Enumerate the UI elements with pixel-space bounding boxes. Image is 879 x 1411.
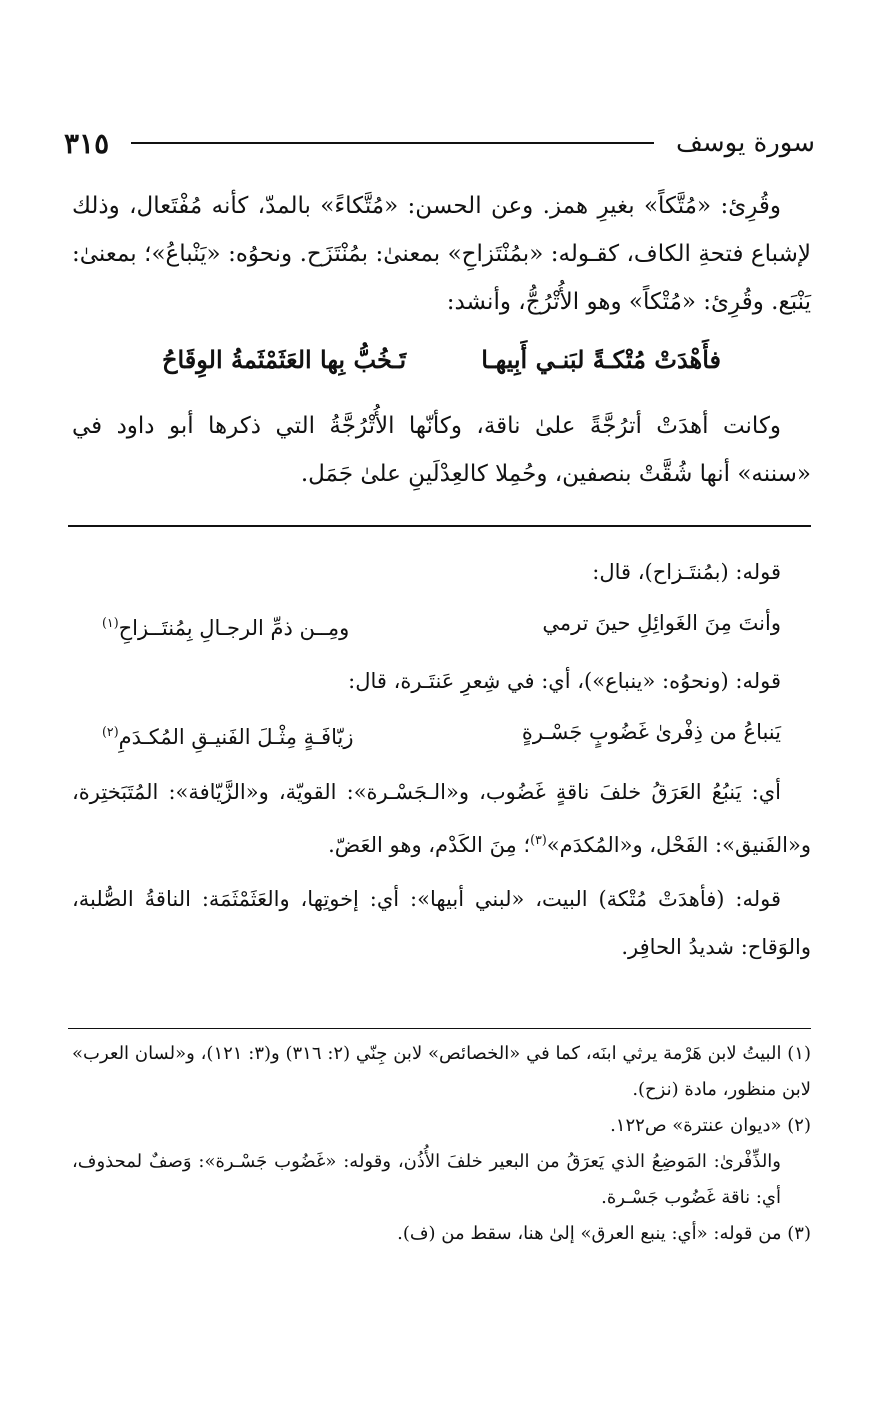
footnote-ref-1[interactable]: (١) — [102, 615, 119, 630]
main-paragraph-1: وقُرِئ: «مُتَّكاً» بغيرِ همز. وعن الحسن: «مُتَّكاءً» بالمدّ، كأنه مُفْتَعال، وذلك لإشباع فتحةِ الكاف، كقـوله: «بمُنْتَزاحِ» بمعنىٰ: بمُنْتَزَح. ونحوُه: «يَنْباعُ»؛ بمعنىٰ: يَنْبَع. وقُرِئ: «مُتْكاً» وهو الأُتْرُجُّ، وأنشد: — [72, 193, 811, 315]
main-verse — [162, 332, 721, 388]
footnote-2-continued: والذِّفْرىٰ: المَوضِعُ الذي يَعرَقُ من البعير خلفَ الأُذُن، وقوله: «غَضُوب جَسْـرة»: وَصفٌ لمحذوف، أي: ناقة غَضُوب جَسْـرة. — [72, 1151, 781, 1208]
footnotes — [72, 1036, 811, 1252]
page-number: ٣١٥ — [64, 126, 110, 160]
commentary-note-3: أي: يَنبُعُ العَرَقُ خلفَ ناقةٍ غَضُوب، و«الـجَسْـرة»: القويّة، و«الزَّيّافة»: المُتَبَختِرة، و«الفَنيق»: الفَحْل، و«المُكدَم»$^{(٣)}$؛ مِنَ الكَدْم، وهو العَضّ. — [72, 780, 811, 857]
footnote-ref-2[interactable]: (٢) — [102, 724, 119, 739]
surah-title: سورة يوسف — [675, 128, 815, 158]
footnote-ref-3[interactable]: (٣) — [530, 832, 547, 847]
commentary-verse-2 — [102, 707, 781, 762]
main-text — [72, 182, 811, 498]
footnotes-divider — [68, 1028, 811, 1029]
commentary — [72, 548, 811, 971]
verse-first-hemistich: فأَهْدَتْ مُتْكـةً لبَنـي أَبِيهـا — [481, 345, 721, 374]
commentary-divider — [68, 525, 811, 527]
commentary-note-2: قوله: (ونحوُه: «ينباع»)، أي: في شِعرِ عَنتَـرة، قال: — [348, 669, 781, 693]
verse-second-hemistich: ومِــن ذمِّ الرجـالِ بِمُنتَــزاحِ$^{(١)}$ — [102, 615, 350, 640]
footnote-1: (١) البيتُ لابن هَرْمة يرثي ابنَه، كما في «الخصائص» لابن جِنّي (٢: ٣١٦) و(٣: ١٢١)، و«لسان العرب» لابن منظور، مادة (نزح). — [72, 1043, 811, 1100]
main-paragraph-2: وكانت أهدَتْ أترُجَّةً علىٰ ناقة، وكأنّها الأُتْرُجَّةُ التي ذكرها أبو داود في «سننه» أنها شُقَّتْ بنصفين، وحُمِلا كالعِدْلَينِ علىٰ جَمَل. — [72, 413, 811, 487]
footnote-2: (٢) «ديوان عنترة» ص١٢٢. — [610, 1115, 811, 1136]
verse-second-hemistich: زيّافَـةٍ مِثْـلَ الفَنيـقِ المُكـدَمِ$^{(٢)}$ — [102, 724, 354, 749]
commentary-note-1: قوله: (بمُنتَـزاح)، قال: — [592, 560, 781, 584]
verse-first-hemistich: يَنباعُ من ذِفْرىٰ غَضُوبٍ جَسْـرةٍ — [521, 720, 781, 744]
running-header — [64, 118, 815, 168]
footnote-3: (٣) من قوله: «أي: ينبع العرق» إلىٰ هنا، سقط من (ف). — [397, 1223, 811, 1244]
commentary-verse-1 — [102, 598, 781, 653]
verse-second-hemistich: تَـخُبُّ بِها العَثَمْثَمةُ الوِقَاحُ — [162, 345, 407, 374]
commentary-note-4: قوله: (فأهدَتْ مُتْكة) البيت، «لبني أبيها»: أي: إخوتِها، والعَثَمْثَمَة: الناقةُ الصُّلبة، والوَقاح: شديدُ الحافِر. — [72, 887, 811, 959]
header-rule — [131, 142, 654, 144]
verse-first-hemistich: وأنتَ مِنَ الغَوائِلِ حينَ ترمي — [542, 611, 781, 635]
